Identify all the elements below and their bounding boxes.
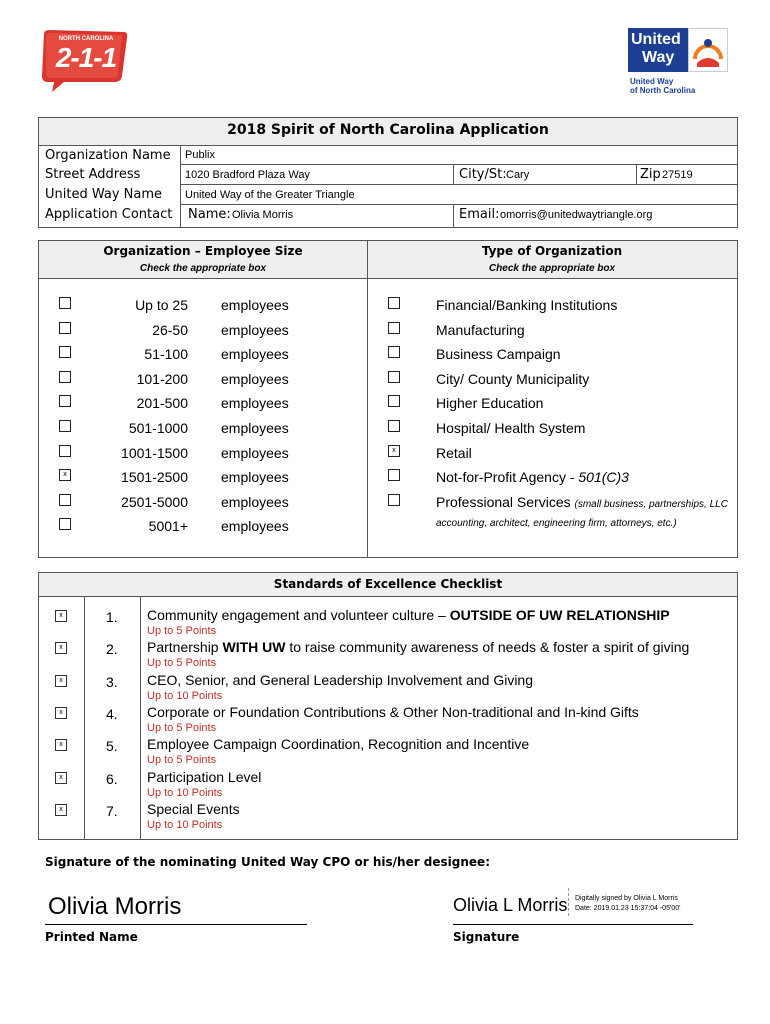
standard-text-part: Partnership: [147, 639, 223, 656]
standard-number: 4.: [106, 705, 118, 722]
employees-label: employees: [221, 395, 289, 412]
printed-name-field[interactable]: Olivia Morris: [48, 893, 182, 920]
standard-points: Up to 5 Points: [147, 625, 217, 637]
employees-label: employees: [221, 469, 289, 486]
printed-name-label: Printed Name: [45, 930, 138, 944]
city-field[interactable]: Cary: [506, 169, 530, 181]
employees-label: employees: [221, 493, 289, 510]
uw-name-field[interactable]: United Way of the Greater Triangle: [185, 189, 355, 201]
employees-label: employees: [221, 370, 289, 387]
digital-sign-line2: Date: 2019.01.23 15:37:04 -05'00': [575, 905, 681, 912]
size-range-label: 2501-5000: [121, 493, 188, 510]
contact-name-field[interactable]: Olivia Morris: [232, 209, 294, 221]
street-field[interactable]: 1020 Bradford Plaza Way: [185, 169, 310, 181]
type-option-text: Not-for-Profit Agency -: [436, 469, 579, 486]
signature-field[interactable]: Olivia L Morris: [453, 895, 568, 915]
type-checkbox[interactable]: [388, 494, 400, 506]
email-label: Email:: [459, 207, 500, 222]
standard-text-part: to raise community awareness of needs & foster a spirit of giving: [285, 639, 690, 656]
size-checkbox[interactable]: x: [59, 469, 71, 481]
size-subheading: Check the appropriate box: [139, 263, 267, 274]
zip-field[interactable]: 27519: [662, 169, 693, 181]
employees-label: employees: [221, 297, 289, 313]
zip-label: Zip: [640, 167, 661, 182]
type-option-text: Higher Education: [436, 395, 544, 412]
type-option-text: Business Campaign: [436, 346, 561, 363]
standard-points: Up to 10 Points: [147, 786, 223, 799]
nc211-logo: [38, 28, 130, 94]
size-checkbox[interactable]: [59, 445, 71, 457]
standard-points: Up to 5 Points: [147, 754, 217, 767]
type-option-label: [436, 469, 629, 485]
type-option-label: [436, 346, 561, 362]
org-name-field[interactable]: Publix: [185, 149, 215, 161]
contact-name-label: Name:: [188, 207, 231, 222]
type-option-note: (small business, partnerships, LLC: [574, 498, 728, 510]
size-range-label: 501-1000: [128, 420, 188, 436]
united-way-logo: United Way United Way of North Carolina: [628, 28, 728, 98]
size-range-label: 5001+: [148, 518, 188, 535]
size-range-label: 51-100: [144, 346, 188, 363]
type-option-label: [436, 322, 525, 338]
city-label: City/St:: [459, 167, 507, 182]
standard-text-part: OUTSIDE OF UW RELATIONSHIP: [449, 607, 670, 623]
standard-text: [147, 672, 533, 688]
employees-label: employees: [221, 444, 289, 461]
standard-points: Up to 5 Points: [147, 657, 217, 670]
nc211-top-text: NORTH CAROLINA: [58, 36, 114, 42]
nc211-number: 2-1-1: [55, 42, 117, 73]
standard-text-part: Employee Campaign Coordination, Recognition and Incentive: [147, 736, 530, 753]
size-range-label: Up to 25: [135, 297, 188, 313]
standard-checkbox[interactable]: x: [55, 772, 67, 784]
uw-name-label: United Way Name: [45, 187, 163, 202]
contact-label: Application Contact: [45, 207, 173, 222]
size-range-label: 1501-2500: [121, 469, 188, 486]
digital-sign-line1: Digitally signed by Olivia L Morris: [575, 895, 678, 902]
type-option-text: Hospital/ Health System: [436, 420, 586, 436]
type-checkbox[interactable]: [388, 469, 400, 481]
size-range-label: 201-500: [136, 395, 188, 412]
standard-text: [147, 801, 240, 817]
standard-text: [147, 736, 529, 752]
standard-text: [147, 639, 689, 655]
standard-text-part: Participation Level: [147, 768, 262, 785]
type-option-label: [436, 395, 543, 411]
type-option-label: [436, 445, 472, 461]
type-checkbox[interactable]: [388, 420, 400, 432]
standard-text-part: Corporate or Foundation Contributions & Other Non-traditional and In-kind Gifts: [147, 703, 639, 720]
signature-heading: Signature of the nominating United Way CPO or his/her designee:: [45, 855, 490, 869]
type-option-note: 501(C)3: [578, 469, 629, 486]
standard-checkbox[interactable]: x: [55, 804, 67, 816]
standard-points: Up to 5 Points: [147, 721, 217, 734]
standard-checkbox[interactable]: x: [55, 675, 67, 687]
type-option-label: [436, 420, 585, 436]
standard-number: 6.: [106, 770, 118, 787]
standard-points: Up to 10 Points: [147, 818, 223, 831]
type-option-text: City/ County Municipality: [436, 370, 590, 387]
standard-text: [147, 704, 639, 720]
type-option-text: Financial/Banking Institutions: [436, 297, 618, 313]
type-option-text: Manufacturing: [436, 321, 525, 338]
standard-number: 7.: [106, 802, 118, 819]
employees-label: employees: [221, 346, 289, 363]
type-checkbox[interactable]: x: [388, 445, 400, 457]
standard-number: 1.: [106, 609, 118, 625]
signature-label: Signature: [453, 930, 520, 944]
employees-label: employees: [221, 420, 289, 436]
standard-points: Up to 10 Points: [147, 689, 223, 702]
type-option-text: Professional Services: [436, 493, 575, 510]
type-subheading: Check the appropriate box: [488, 263, 616, 274]
standard-checkbox[interactable]: x: [55, 642, 67, 654]
type-checkbox[interactable]: [388, 322, 400, 334]
size-range-label: 1001-1500: [121, 444, 188, 461]
standard-number: 5.: [106, 738, 118, 755]
standard-text-part: Community engagement and volunteer culture –: [147, 607, 450, 623]
type-heading: Type of Organization: [481, 244, 623, 258]
employees-label: employees: [221, 518, 289, 535]
standard-number: 3.: [106, 673, 118, 690]
size-checkbox[interactable]: [59, 518, 71, 530]
email-field[interactable]: omorris@unitedwaytriangle.org: [500, 209, 653, 221]
type-checkbox[interactable]: [388, 297, 400, 309]
standard-text: [147, 607, 670, 623]
type-continuation: accounting, architect, engineering firm, attorneys, etc.): [436, 518, 677, 529]
size-checkbox[interactable]: [59, 420, 71, 432]
standard-number: 2.: [106, 641, 118, 658]
type-option-label: [436, 297, 617, 313]
size-heading: Organization – Employee Size: [103, 244, 303, 258]
form-title: 2018 Spirit of North Carolina Application: [227, 122, 549, 138]
standard-checkbox[interactable]: x: [55, 739, 67, 751]
size-range-label: 101-200: [136, 370, 188, 387]
size-checkbox[interactable]: [59, 346, 71, 358]
standards-heading: Standards of Excellence Checklist: [273, 577, 503, 591]
size-checkbox[interactable]: [59, 395, 71, 407]
employees-label: employees: [221, 321, 289, 338]
type-option-label: [436, 371, 589, 387]
standard-text-part: CEO, Senior, and General Leadership Involvement and Giving: [147, 671, 534, 688]
type-checkbox[interactable]: [388, 395, 400, 407]
standard-checkbox[interactable]: x: [55, 610, 67, 622]
size-checkbox[interactable]: [59, 297, 71, 309]
helping-hand-icon: [688, 28, 728, 72]
type-option-text: Retail: [436, 444, 472, 461]
type-checkbox[interactable]: [388, 371, 400, 383]
size-range-label: 26-50: [152, 321, 188, 338]
standard-text-part: WITH UW: [222, 639, 286, 656]
type-option-label: [436, 494, 728, 510]
standard-text-part: Special Events: [147, 800, 240, 817]
standard-text: [147, 769, 261, 785]
type-checkbox[interactable]: [388, 346, 400, 358]
street-label: Street Address: [45, 167, 141, 182]
size-checkbox[interactable]: [59, 322, 71, 334]
standard-checkbox[interactable]: x: [55, 707, 67, 719]
size-checkbox[interactable]: [59, 494, 71, 506]
org-name-label: Organization Name: [45, 148, 171, 163]
size-checkbox[interactable]: [59, 371, 71, 383]
